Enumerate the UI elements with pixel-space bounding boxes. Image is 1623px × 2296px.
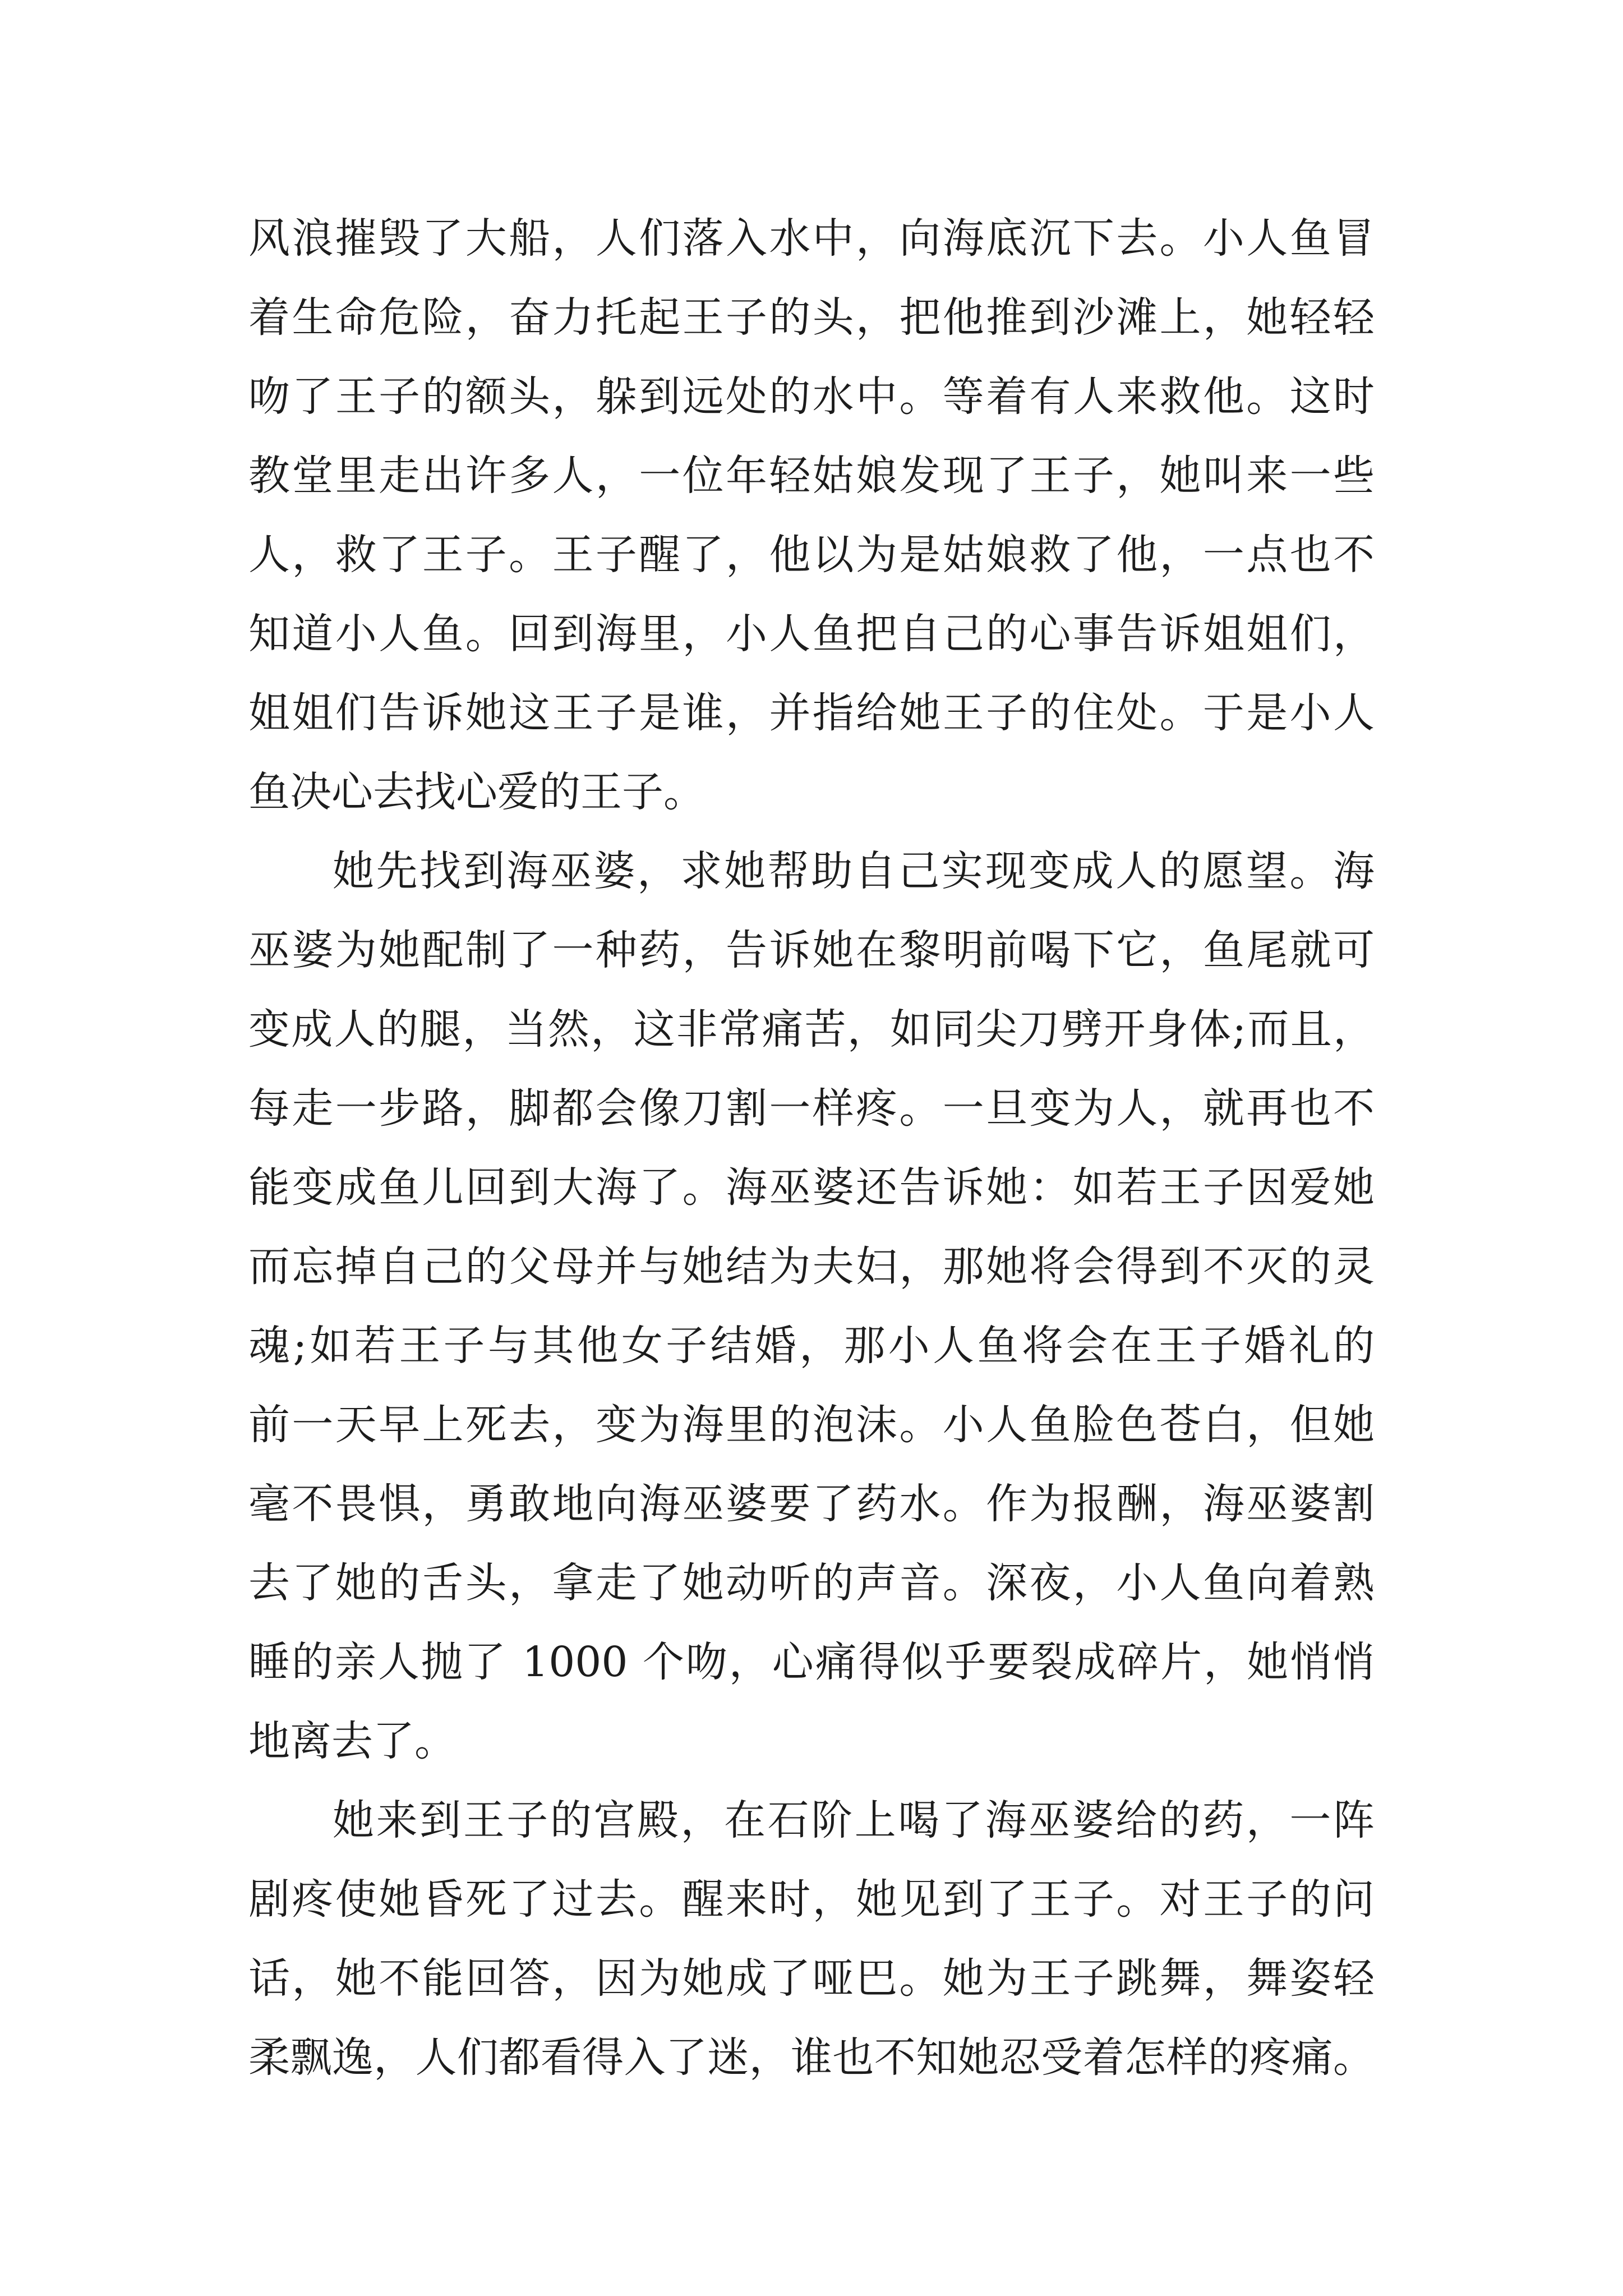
text-line: 人，救了王子。王子醒了，他以为是姑娘救了他，一点也不 (248, 531, 1375, 579)
text-line: 她先找到海巫婆，求她帮助自己实现变成人的愿望。海 (333, 847, 1375, 895)
text-line: 前一天早上死去，变为海里的泡沫。小人鱼脸色苍白，但她 (248, 1401, 1375, 1449)
text-line: 知道小人鱼。回到海里，小人鱼把自己的心事告诉姐姐们， (248, 610, 1375, 658)
paragraph (248, 1781, 1375, 2097)
text-line: 她来到王子的宫殿，在石阶上喝了海巫婆给的药，一阵 (333, 1796, 1375, 1844)
text-line: 而忘掉自己的父母并与她结为夫妇，那她将会得到不灭的灵 (248, 1243, 1375, 1291)
text-line: 每走一步路，脚都会像刀割一样疼。一旦变为人，就再也不 (248, 1084, 1375, 1133)
text-line: 风浪摧毁了大船，人们落入水中，向海底沉下去。小人鱼冒 (248, 214, 1375, 263)
text-line: 吻了王子的额头，躲到远处的水中。等着有人来救他。这时 (248, 372, 1375, 421)
text-line: 能变成鱼儿回到大海了。海巫婆还告诉她：如若王子因爱她 (248, 1163, 1375, 1212)
text-line: 剧疼使她昏死了过去。醒来时，她见到了王子。对王子的问 (248, 1875, 1375, 1924)
text-line: 柔飘逸，人们都看得入了迷，谁也不知她忍受着怎样的疼痛。 (248, 2033, 1375, 2082)
text-line: 话，她不能回答，因为她成了哑巴。她为王子跳舞，舞姿轻 (248, 1954, 1375, 2003)
paragraph (248, 199, 1375, 832)
text-line: 魂;如若王子与其他女子结婚，那小人鱼将会在王子婚礼的 (248, 1322, 1375, 1370)
text-line: 毫不畏惧，勇敢地向海巫婆要了药水。作为报酬，海巫婆割 (248, 1480, 1375, 1528)
text-line: 巫婆为她配制了一种药，告诉她在黎明前喝下它，鱼尾就可 (248, 926, 1375, 974)
text-line: 去了她的舌头，拿走了她动听的声音。深夜，小人鱼向着熟 (248, 1559, 1375, 1607)
text-line: 姐姐们告诉她这王子是谁，并指给她王子的住处。于是小人 (248, 689, 1375, 737)
text-line: 变成人的腿，当然，这非常痛苦，如同尖刀劈开身体;而且， (248, 1005, 1375, 1053)
text-line: 教堂里走出许多人，一位年轻姑娘发现了王子，她叫来一些 (248, 452, 1375, 500)
text-line: 地离去了。 (248, 1717, 456, 1765)
body-text (248, 199, 1375, 2097)
text-line: 睡的亲人抛了 1000 个吻，心痛得似乎要裂成碎片，她悄悄 (248, 1638, 1375, 1686)
text-line: 着生命危险，奋力托起王子的头，把他推到沙滩上，她轻轻 (248, 293, 1375, 342)
paragraph (248, 832, 1375, 1781)
text-line: 鱼决心去找心爱的王子。 (248, 768, 705, 816)
